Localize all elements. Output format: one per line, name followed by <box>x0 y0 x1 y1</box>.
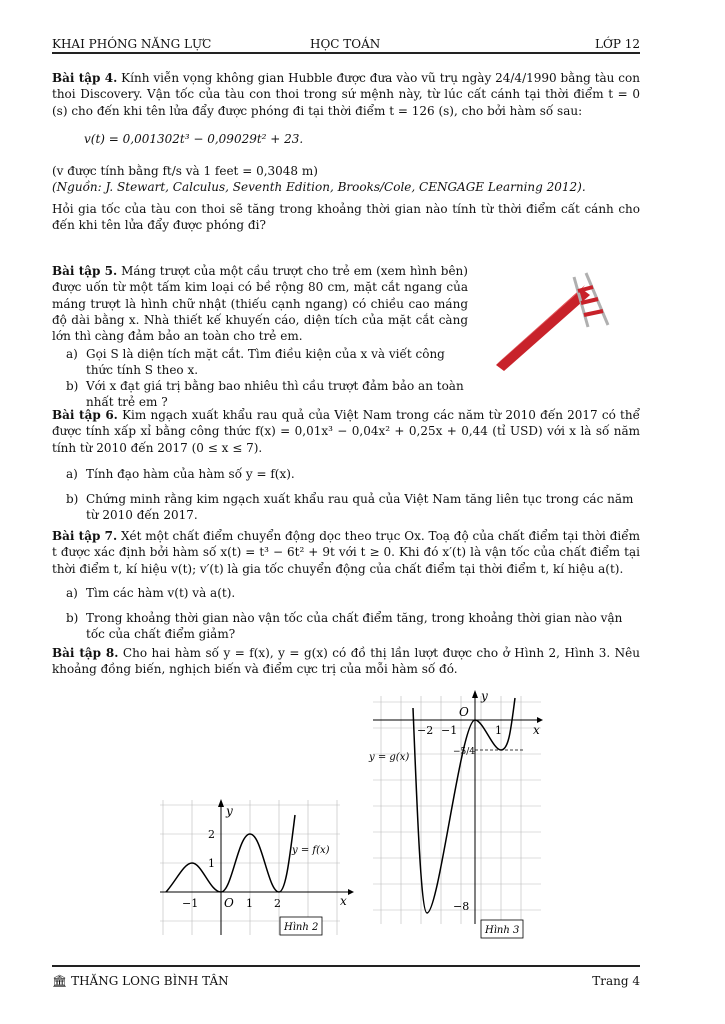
ex5-item-a-text: Gọi S là diện tích mặt cắt. Tìm điều kiện của x và viết công thức tính S theo x. <box>86 347 445 378</box>
ex5-body <box>52 263 468 345</box>
page-header <box>52 36 640 54</box>
header-left: KHAI PHÓNG NĂNG LỰC <box>52 37 212 51</box>
footer-left: THĂNG LONG BÌNH TÂN <box>71 974 229 988</box>
fig3-x-label: x <box>533 723 540 737</box>
ex4-body <box>52 70 640 119</box>
ex5-item-a <box>66 346 468 379</box>
slide-chute-edge <box>496 285 585 365</box>
figure-3 <box>365 688 555 942</box>
ex8-title: Bài tập 8. <box>52 646 119 660</box>
fig2-ytick-2: 2 <box>208 828 215 841</box>
slide-chute <box>496 289 590 371</box>
ex7-text: Xét một chất điểm chuyển động dọc theo trục Ox. Toạ độ của chất điểm tại thời điểm t được xác định bởi hàm số x(t) = t³ − 6t² + 9t với t ≥ 0. Khi đó x′(t) là vận tốc của chất điểm tại thời điểm t, kí hiệu v(t); v′(t) là gia tốc chuyển động của chất điểm tại thời điểm t, kí hiệu a(t). <box>52 529 640 576</box>
fig2-y-arrow <box>218 799 224 807</box>
fig3-fn-label: y = g(x) <box>369 752 410 763</box>
fig3-caption: Hình 3 <box>485 925 520 936</box>
fig2-x-arrow <box>348 889 354 895</box>
ex4-text: Kính viễn vọng không gian Hubble được đưa vào vũ trụ ngày 24/4/1990 bằng tàu con thoi Discovery. Vận tốc của tàu con thoi trong sứ mệnh này, từ lúc cất cánh tại thời điểm t = 0 (s) cho đến khi tên lửa đẩy được phóng đi tại thời điểm t = 126 (s), cho bởi hàm số sau: <box>52 71 640 118</box>
ladder-step-1 <box>578 287 593 291</box>
ex7-item-a-label: a) <box>66 586 78 600</box>
building-icon: 🏛 <box>52 974 68 988</box>
ex8-text: Cho hai hàm số y = f(x), y = g(x) có đồ thị lần lượt được cho ở Hình 2, Hình 3. Nêu khoảng đồng biến, nghịch biến và điểm cực trị của mỗi hàm số đó. <box>52 646 640 677</box>
fig3-ytick-m8: −8 <box>453 900 470 913</box>
ex4-note: (v được tính bằng ft/s và 1 feet = 0,3048 m) <box>52 164 318 178</box>
ex7-title: Bài tập 7. <box>52 529 118 543</box>
page-footer <box>52 965 640 989</box>
fig2-xtick-1: 1 <box>246 897 253 910</box>
ex6-item-a-text: Tính đạo hàm của hàm số y = f(x). <box>86 467 295 481</box>
figure-2 <box>160 795 360 945</box>
ex4-question: Hỏi gia tốc của tàu con thoi sẽ tăng trong khoảng thời gian nào tính từ thời điểm cất cánh cho đến khi tên lửa đẩy được phóng đi? <box>52 202 640 233</box>
footer-right: Trang 4 <box>592 974 640 988</box>
ex5-item-a-label: a) <box>66 347 78 361</box>
ex6-item-b-text: Chứng minh rằng kim ngạch xuất khẩu rau quả của Việt Nam tăng liên tục trong các năm từ 2010 đến 2017. <box>86 492 634 523</box>
ex5-text: Máng trượt của một cầu trượt cho trẻ em (xem hình bên) được uốn từ một tấm kim loại có bề rộng 80 cm, mặt cắt ngang của máng trượt là hình chữ nhật (thiếu cạnh ngang) có chiều cao máng độ dài bằng x. Nhà thiết kế khuyến cáo, diện tích của mặt cắt càng lớn thì càng đảm bảo an toàn cho trẻ em. <box>52 264 468 344</box>
fig2-xtick-2: 2 <box>274 897 281 910</box>
fig3-origin: O <box>459 705 469 719</box>
ladder-step-3 <box>584 311 603 315</box>
ex8-body <box>52 645 640 678</box>
ex6-text: Kim ngạch xuất khẩu rau quả của Việt Nam trong các năm từ 2010 đến 2017 có thể được tính xấp xỉ bằng công thức f(x) = 0,01x³ − 0,04x² + 0,25x + 0,44 (tỉ USD) với x là số năm tính từ 2010 đến 2017 (0 ≤ x ≤ 7). <box>52 408 640 455</box>
ex5-title: Bài tập 5. <box>52 264 118 278</box>
fig2-xtick-m1: −1 <box>182 897 199 910</box>
fig3-xtick-m1: −1 <box>441 724 458 737</box>
fig2-fn-label: y = f(x) <box>292 845 330 856</box>
ex7-item-a-text: Tìm các hàm v(t) và a(t). <box>86 586 236 600</box>
fig3-xtick-1: 1 <box>495 724 502 737</box>
fig3-y-label: y <box>481 689 488 703</box>
fig2-x-label: x <box>340 894 347 908</box>
ex7-body <box>52 528 640 577</box>
fig2-curve <box>166 815 295 892</box>
ex6-item-a <box>66 466 640 482</box>
ex6-item-b-label: b) <box>66 492 79 506</box>
ex5-item-b-text: Với x đạt giá trị bằng bao nhiêu thì cầu trượt đảm bảo an toàn nhất trẻ em ? <box>86 379 464 410</box>
ex5-item-b <box>66 378 468 411</box>
header-right: LỚP 12 <box>595 37 640 51</box>
ex4-title: Bài tập 4. <box>52 71 118 85</box>
fig2-grid <box>160 800 340 935</box>
ex6-item-b <box>66 491 640 524</box>
ex7-item-a <box>66 585 640 601</box>
fig2-caption: Hình 2 <box>284 922 319 933</box>
fig3-y-arrow <box>472 690 478 698</box>
ex4-source: (Nguồn: J. Stewart, Calculus, Seventh Edition, Brooks/Cole, CENGAGE Learning 2012). <box>52 180 586 194</box>
slide-illustration <box>490 265 640 375</box>
ex7-item-b <box>66 610 640 643</box>
ex6-body <box>52 407 640 456</box>
ex7-item-b-text: Trong khoảng thời gian nào vận tốc của chất điểm tăng, trong khoảng thời gian nào vận tốc của chất điểm giảm? <box>86 611 623 642</box>
ex6-item-a-label: a) <box>66 467 78 481</box>
header-center: HỌC TOÁN <box>310 37 381 51</box>
fig2-origin: O <box>224 896 234 910</box>
ex5-item-b-label: b) <box>66 379 79 393</box>
fig2-ytick-1: 1 <box>208 857 215 870</box>
ex4-formula: v(t) = 0,001302t³ − 0,09029t² + 23. <box>84 132 304 146</box>
fig3-min-label: −5/4 <box>453 747 476 757</box>
ex6-title: Bài tập 6. <box>52 408 118 422</box>
ex7-item-b-label: b) <box>66 611 79 625</box>
fig3-xtick-m2: −2 <box>417 724 434 737</box>
fig2-y-label: y <box>226 804 233 818</box>
